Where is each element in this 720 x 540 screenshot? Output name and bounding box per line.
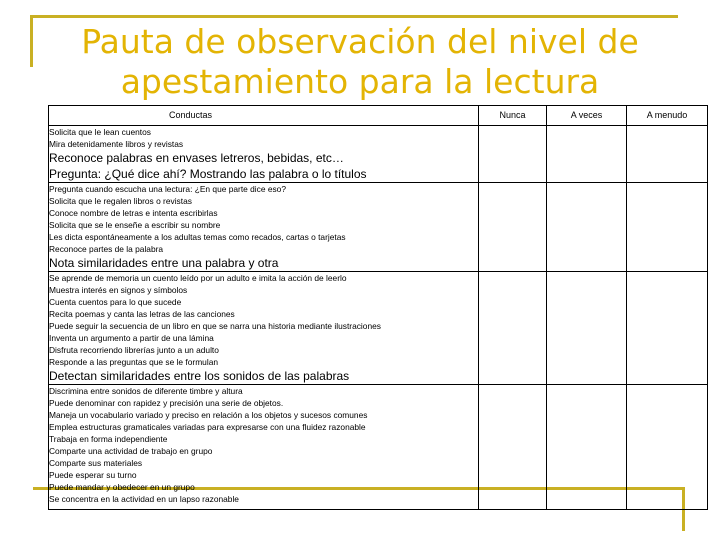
behavior-item: Emplea estructuras gramaticales variadas para expresarse con una fluidez razonable xyxy=(49,422,366,432)
behavior-item: Puede seguir la secuencia de un libro en que se narra una historia mediante ilustraciones xyxy=(49,321,381,331)
behavior-item: Solicita que le lean cuentos xyxy=(49,127,151,137)
table-row xyxy=(49,183,708,272)
behavior-item: Solicita que le regalen libros o revistas xyxy=(49,196,192,206)
behavior-heading: Detectan similaridades entre los sonidos de las palabras xyxy=(49,369,350,383)
behavior-item: Conoce nombre de letras e intenta escribirlas xyxy=(49,208,218,218)
behavior-item: Puede mandar y obedecer en un grupo xyxy=(49,482,195,492)
table-row xyxy=(49,272,708,385)
behavior-cell xyxy=(49,272,479,385)
decorative-frame-top xyxy=(30,15,678,18)
checkbox-cell-a-menudo[interactable] xyxy=(627,183,708,272)
behavior-heading: Pregunta: ¿Qué dice ahí? Mostrando las palabra o lo títulos xyxy=(49,167,367,181)
column-header-conductas: Conductas xyxy=(49,106,479,126)
behavior-item: Maneja un vocabulario variado y preciso en relación a los objetos y sucesos comunes xyxy=(49,410,368,420)
title-line-2: apestamiento para la lectura xyxy=(120,62,600,101)
behavior-item: Reconoce partes de la palabra xyxy=(49,244,164,254)
checkbox-cell-nunca[interactable] xyxy=(479,183,547,272)
behavior-cell xyxy=(49,183,479,272)
behavior-item: Puede denominar con rapidez y precisión una serie de objetos. xyxy=(49,398,284,408)
checkbox-cell-nunca[interactable] xyxy=(479,385,547,510)
table-header-row xyxy=(49,106,708,126)
behavior-item: Solicita que se le enseñe a escribir su nombre xyxy=(49,220,221,230)
behavior-item: Comparte sus materiales xyxy=(49,458,143,468)
behavior-cell xyxy=(49,385,479,510)
behavior-item: Recita poemas y canta las letras de las canciones xyxy=(49,309,235,319)
behavior-item: Se concentra en la actividad en un lapso razonable xyxy=(49,494,239,504)
behavior-item: Puede esperar su turno xyxy=(49,470,137,480)
column-header-a-veces: A veces xyxy=(547,106,627,126)
behavior-item: Mira detenidamente libros y revistas xyxy=(49,139,184,149)
title-line-1: Pauta de observación del nivel de xyxy=(81,22,639,61)
behavior-item: Muestra interés en signos y símbolos xyxy=(49,285,188,295)
observation-table xyxy=(48,105,708,510)
behavior-heading: Nota similaridades entre una palabra y otra xyxy=(49,256,279,270)
checkbox-cell-a-veces[interactable] xyxy=(547,183,627,272)
table-row xyxy=(49,126,708,183)
behavior-item: Discrimina entre sonidos de diferente timbre y altura xyxy=(49,386,243,396)
behavior-item: Les dicta espontáneamente a los adultas temas como recados, cartas o tarjetas xyxy=(49,232,346,242)
behavior-item: Se aprende de memoria un cuento leído por un adulto e imita la acción de leerlo xyxy=(49,273,347,283)
behavior-item: Disfruta recorriendo librerías junto a un adulto xyxy=(49,345,219,355)
checkbox-cell-nunca[interactable] xyxy=(479,126,547,183)
decorative-frame-left xyxy=(30,15,33,67)
checkbox-cell-a-veces[interactable] xyxy=(547,272,627,385)
table-row xyxy=(49,385,708,510)
behavior-cell xyxy=(49,126,479,183)
checkbox-cell-a-veces[interactable] xyxy=(547,126,627,183)
behavior-heading: Reconoce palabras en envases letreros, bebidas, etc… xyxy=(49,151,344,165)
behavior-item: Inventa un argumento a partir de una lámina xyxy=(49,333,214,343)
behavior-item: Cuenta cuentos para lo que sucede xyxy=(49,297,182,307)
behavior-item: Trabaja en forma independiente xyxy=(49,434,168,444)
column-header-a-menudo: A menudo xyxy=(627,106,708,126)
checkbox-cell-a-menudo[interactable] xyxy=(627,272,708,385)
behavior-item: Pregunta cuando escucha una lectura: ¿En que parte dice eso? xyxy=(49,184,286,194)
behavior-item: Comparte una actividad de trabajo en grupo xyxy=(49,446,213,456)
checkbox-cell-a-veces[interactable] xyxy=(547,385,627,510)
checkbox-cell-a-menudo[interactable] xyxy=(627,126,708,183)
page-title xyxy=(40,22,680,102)
behavior-item: Responde a las preguntas que se le formulan xyxy=(49,357,219,367)
checkbox-cell-a-menudo[interactable] xyxy=(627,385,708,510)
checkbox-cell-nunca[interactable] xyxy=(479,272,547,385)
column-header-nunca: Nunca xyxy=(479,106,547,126)
